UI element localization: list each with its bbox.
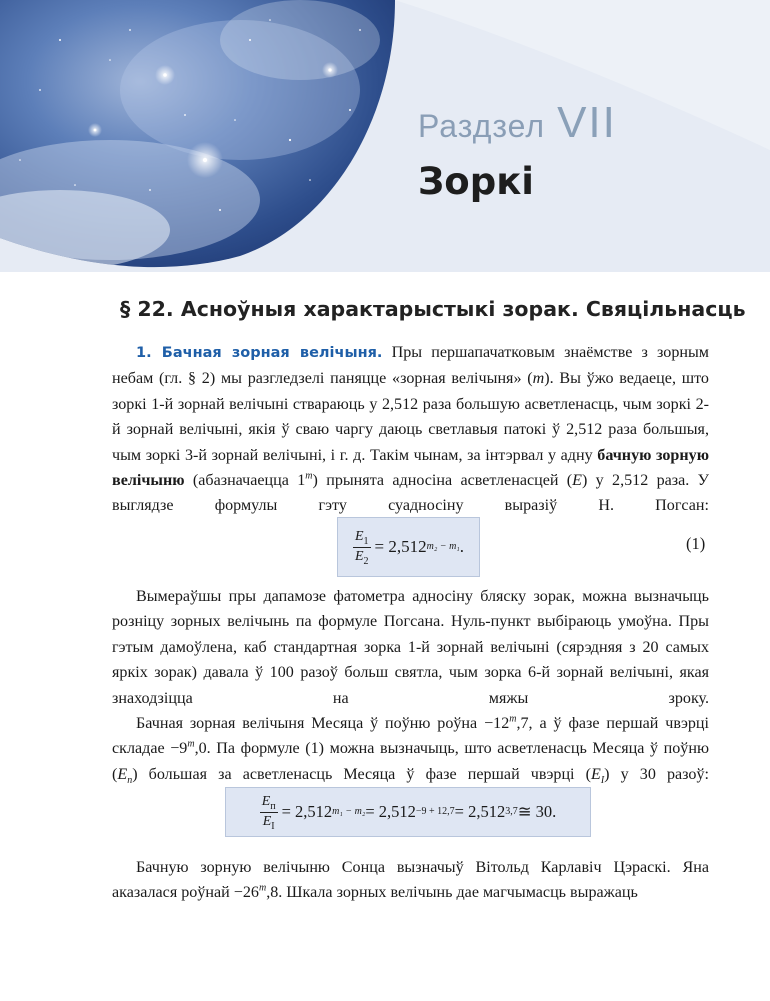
equation-number: (1) [686, 534, 706, 553]
chapter-header [0, 0, 770, 272]
section-word: Раздзел [418, 108, 546, 144]
paragraph-1: 1. Бачная зорная велічыня. Пры першапачатковым знаёмстве з зорным небам (гл. § 2) мы разгледзелі паняцце «зорная велічыня» (m). Вы ўжо ведаеце, што зоркі 1-й зорнай велічыні ствараюць у 2,512 раза большую асветленасць, чым зоркі 2-й зорнай велічыні, якія ў сваю чаргу даюць светлавыя патокі ў 2,512 раза большыя, чым зоркі 3-й зорнай велічыні, і г. д. Такім чынам, за інтэрвал у адну бачную зорную велічыню (абазначаецца 1$^m$) прынята адносіна асветленасцей (E) у 2,512 раза. У выглядзе формулы гэту суадносіну выразіў Н. Погсан: [112, 344, 710, 515]
section-number: VII [557, 98, 617, 147]
formula-1-fraction: $\frac{E_1}{E_2}$ [354, 528, 369, 567]
paragraph-heading: § 22. Асноўныя характарыстыкі зорак. Свяцільнасць [120, 297, 746, 321]
formula-2-fraction: $\frac{E_п}{E_I}$ [261, 793, 276, 832]
text-block-2 [112, 584, 709, 787]
subsection-heading: 1. Бачная зорная велічыня. [136, 345, 383, 361]
term-apparent-magnitude: бачную зорную велічыню [112, 446, 710, 490]
formula-2: $\frac{E_п}{E_I}$ = 2,512 m₁ − m₂ = 2,512 −9 + 12,7 = 2,512 3,7 ≅ 30. [225, 787, 591, 837]
text-block-1 [112, 340, 709, 519]
section-title: Зоркі [418, 160, 534, 203]
paragraph-4: Бачную зорную велічыню Сонца вызначыў Вітольд Карлавіч Цэраскі. Яна аказалася роўнай $-26^m,8$. Шкала зорных велічынь дае магчымасць выражаць [112, 859, 709, 902]
section-label [418, 98, 617, 148]
text-block-3 [112, 855, 709, 906]
formula-1: $\frac{E_1}{E_2}$ = 2,512 m₂ − m₁ . [337, 517, 480, 577]
starfield-illustration [0, 0, 770, 272]
paragraph-2: Вымераўшы пры дапамозе фатометра адносіну бляску зорак, можна вызначыць розніцу зорных велічынь па формуле Погсана. Нуль-пункт выбіраюць умоўна. Пры гэтым дамоўлена, каб стандартная зорка 1-й зорнай велічыні (сярэдняя з 20 самых яркіх зорак) давала ў 100 разоў больш святла, чым зорка 6-й зорнай велічыні, якая знаходзіцца на мяжы зроку. [112, 588, 709, 707]
paragraph-3: Бачная зорная велічыня Месяца ў поўню роўна $-12^m,7$, а ў фазе першай чвэрці складае $-9^m,0$. Па формуле (1) можна вызначыць, што асветленасць Месяца ў поўню $(E_п)$ большая за асветленасць Месяца ў фазе першай чвэрці $(E_I)$ у 30 разоў: [112, 713, 709, 787]
